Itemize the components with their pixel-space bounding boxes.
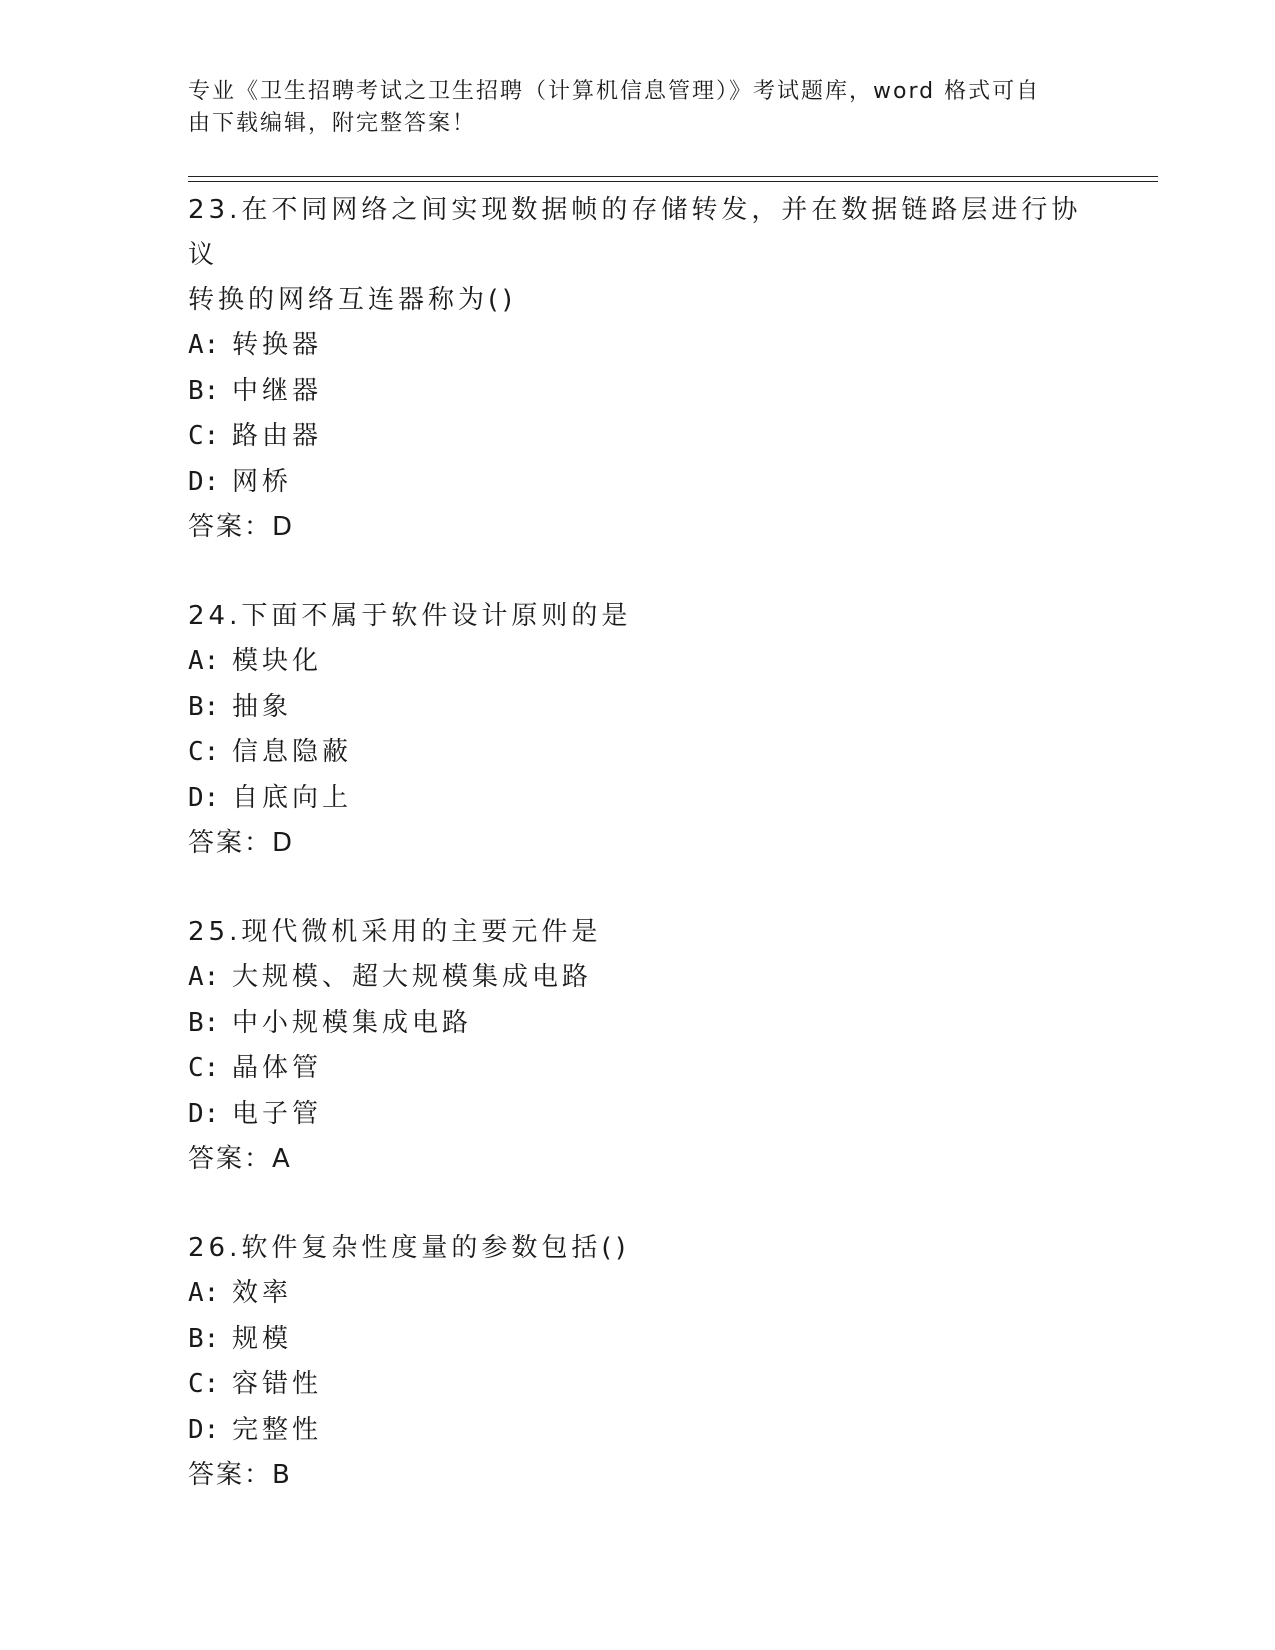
question-text — [188, 594, 1088, 639]
option-letter: A: — [188, 330, 220, 360]
option-a — [188, 323, 1088, 369]
option-letter: A: — [188, 1278, 220, 1308]
option-b — [188, 1317, 1088, 1363]
option-a — [188, 1271, 1088, 1317]
option-b — [188, 685, 1088, 731]
option-text: 信息隐蔽 — [232, 737, 353, 767]
option-letter: C: — [188, 737, 220, 767]
option-letter: D: — [188, 1414, 220, 1445]
option-text: 容错性 — [232, 1369, 323, 1399]
option-text: 路由器 — [232, 421, 323, 451]
option-text: 自底向上 — [232, 782, 353, 813]
answer-line: 答案：D — [188, 512, 295, 542]
question-number: 23. — [188, 195, 242, 225]
option-c — [188, 414, 1088, 460]
option-letter: A: — [188, 646, 220, 676]
option-text: 规模 — [232, 1323, 293, 1354]
question-number: 25. — [188, 917, 242, 947]
question-23 — [188, 188, 1088, 550]
question-24 — [188, 594, 1088, 866]
question-text-line-1: 现代微机采用的主要元件是 — [241, 917, 602, 947]
question-text-line-2: 转换的网络互连器称为() — [188, 285, 517, 315]
option-letter: C: — [188, 1053, 220, 1083]
option-b — [188, 369, 1088, 415]
header-line-2: 由下载编辑，附完整答案！ — [188, 111, 477, 136]
option-letter: C: — [188, 1369, 220, 1399]
question-text-line-1: 软件复杂性度量的参数包括() — [241, 1233, 630, 1263]
option-text: 网桥 — [232, 466, 293, 497]
option-text: 完整性 — [232, 1414, 323, 1445]
question-number: 26. — [188, 1233, 242, 1263]
header-divider-bottom — [188, 181, 1158, 182]
option-letter: B: — [188, 691, 220, 722]
option-text: 中继器 — [232, 375, 323, 406]
option-b — [188, 1001, 1088, 1047]
option-text: 抽象 — [232, 691, 293, 722]
option-text: 效率 — [232, 1278, 293, 1308]
question-number: 24. — [188, 601, 242, 631]
header-line-1: 专业《卫生招聘考试之卫生招聘（计算机信息管理）》考试题库，word 格式可自 — [188, 79, 1041, 104]
answer-line: 答案：B — [188, 1460, 292, 1490]
question-26 — [188, 1226, 1088, 1498]
answer-line: 答案：A — [188, 1144, 292, 1174]
option-c — [188, 1046, 1088, 1092]
answer-line: 答案：D — [188, 828, 295, 858]
option-text: 大规模、超大规模集成电路 — [232, 962, 593, 992]
option-d — [188, 776, 1088, 822]
question-25 — [188, 910, 1088, 1182]
option-text: 模块化 — [232, 646, 323, 676]
option-text: 转换器 — [232, 330, 323, 360]
document-header — [188, 76, 1068, 140]
option-letter: B: — [188, 1007, 220, 1038]
option-letter: B: — [188, 1323, 220, 1354]
option-text: 电子管 — [232, 1098, 323, 1129]
header-divider-top — [188, 176, 1158, 177]
option-c — [188, 730, 1088, 776]
option-text: 中小规模集成电路 — [232, 1007, 473, 1038]
question-list — [188, 188, 1088, 1542]
option-a — [188, 639, 1088, 685]
option-letter: A: — [188, 962, 220, 992]
option-letter: B: — [188, 375, 220, 406]
question-text-line-1: 在不同网络之间实现数据帧的存储转发，并在数据链路层进行协议 — [188, 195, 1082, 270]
option-d — [188, 1092, 1088, 1138]
option-text: 晶体管 — [232, 1053, 323, 1083]
question-text — [188, 1226, 1088, 1271]
option-letter: D: — [188, 466, 220, 497]
option-letter: D: — [188, 782, 220, 813]
option-d — [188, 1408, 1088, 1454]
option-letter: D: — [188, 1098, 220, 1129]
option-letter: C: — [188, 421, 220, 451]
option-d — [188, 460, 1088, 506]
option-c — [188, 1362, 1088, 1408]
question-text — [188, 188, 1088, 278]
option-a — [188, 955, 1088, 1001]
question-text-line-1: 下面不属于软件设计原则的是 — [241, 601, 632, 631]
question-text — [188, 910, 1088, 955]
